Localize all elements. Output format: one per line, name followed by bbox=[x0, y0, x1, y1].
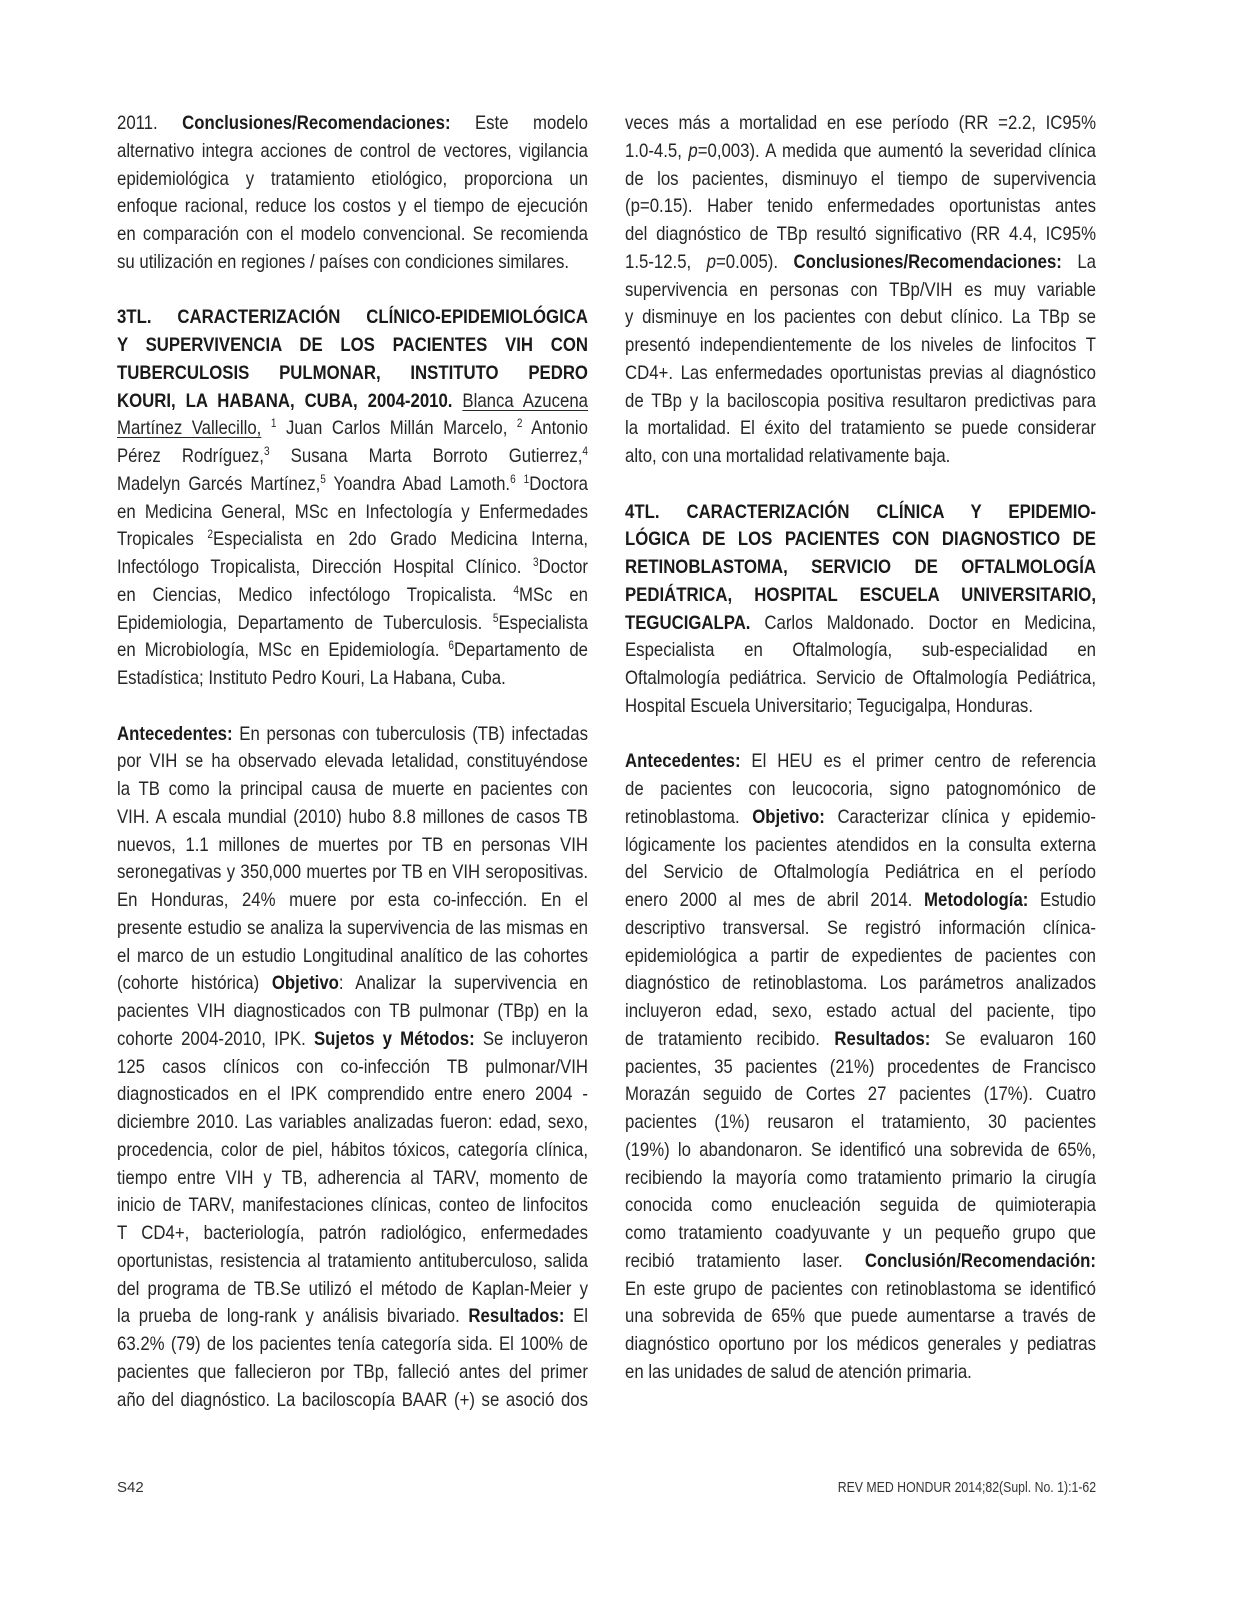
text-line bbox=[625, 943, 1096, 971]
text-line bbox=[117, 1137, 588, 1165]
text-run: y disminuye en los pacientes con debut clínico. La TBp se bbox=[625, 306, 1096, 329]
bold-text: Conclusiones/Recomendaciones: bbox=[793, 250, 1062, 273]
text-line bbox=[625, 138, 1096, 166]
text-run bbox=[452, 390, 462, 412]
text-run: incluyeron edad, sexo, estado actual del paciente, tipo bbox=[625, 1000, 1096, 1022]
text-run: descriptivo transversal. Se registró información clínica- bbox=[625, 916, 1096, 939]
text-line bbox=[117, 887, 588, 915]
text-line bbox=[625, 110, 1096, 138]
journal-citation: REV MED HONDUR 2014;82(Supl. No. 1):1-62 bbox=[837, 1479, 1096, 1496]
text-run: presentó independientemente de los niveles de linfocitos T bbox=[625, 334, 1096, 356]
text-line bbox=[625, 554, 1096, 582]
text-run: El HEU es el primer centro de referencia bbox=[740, 750, 1096, 773]
text-line bbox=[117, 1081, 588, 1109]
affiliation-superscript: 2 bbox=[516, 417, 523, 431]
text-line bbox=[117, 582, 588, 610]
bold-text: Sujetos y Métodos: bbox=[313, 1027, 475, 1050]
abstract-paragraph bbox=[625, 499, 1096, 721]
column-body bbox=[117, 110, 588, 1414]
text-run: en Medicina General, MSc en Infectología y Enfermedades bbox=[117, 500, 588, 523]
text-run: el marco de un estudio Longitudinal analítico de las cohortes bbox=[117, 944, 588, 967]
text-run: de los pacientes, disminuyo el tiempo de supervivencia bbox=[625, 167, 1096, 190]
abstract-paragraph bbox=[117, 110, 588, 277]
text-line bbox=[625, 915, 1096, 943]
text-column-left bbox=[117, 110, 588, 1442]
text-line bbox=[117, 637, 588, 665]
text-run: diagnosticados en el IPK comprendido entre enero 2004 - bbox=[117, 1083, 588, 1106]
text-line bbox=[625, 1165, 1096, 1193]
text-line bbox=[117, 665, 588, 693]
text-line bbox=[625, 776, 1096, 804]
text-line bbox=[625, 1081, 1096, 1109]
bold-text: Objetivo: bbox=[752, 805, 825, 828]
text-line bbox=[625, 193, 1096, 221]
text-run: epidemiológica a partir de expedientes de pacientes con bbox=[625, 944, 1096, 967]
text-run: MSc en bbox=[518, 583, 588, 606]
text-run: nuevos, 1.1 millones de muertes por TB en personas VIH bbox=[117, 833, 588, 856]
text-run: recibiendo la mayoría como tratamiento primario la cirugía bbox=[625, 1166, 1096, 1189]
text-line bbox=[625, 526, 1096, 554]
text-run: tiempo entre VIH y TB, adherencia al TARV, momento de bbox=[117, 1166, 588, 1189]
text-run: del programa de TB.Se utilizó el método de Kaplan-Meier y bbox=[117, 1277, 588, 1300]
text-line bbox=[625, 1359, 1096, 1387]
affiliation-superscript: 5 bbox=[492, 611, 499, 625]
italic-text: p bbox=[706, 250, 717, 273]
text-run: la TB como la principal causa de muerte en pacientes con bbox=[117, 778, 588, 800]
text-line bbox=[117, 943, 588, 971]
text-line bbox=[117, 1359, 588, 1387]
text-run: la mortalidad. El éxito del tratamiento se puede considerar bbox=[625, 417, 1096, 440]
abstract-paragraph bbox=[117, 721, 588, 1415]
underlined-author-name: Blanca Azucena bbox=[462, 389, 588, 412]
text-line bbox=[625, 582, 1096, 610]
text-line bbox=[625, 1220, 1096, 1248]
affiliation-superscript: 1 bbox=[270, 417, 277, 431]
abstract-paragraph bbox=[117, 304, 588, 693]
text-run: Departamento de bbox=[454, 639, 588, 662]
text-line bbox=[117, 304, 588, 332]
text-line bbox=[625, 1109, 1096, 1137]
text-run: 1.5-12.5, bbox=[625, 250, 707, 273]
text-run: Morazán seguido de Cortes 27 pacientes (17%). Cuatro bbox=[625, 1083, 1096, 1106]
text-run: enero 2000 al mes de abril 2014. bbox=[625, 889, 925, 911]
text-run bbox=[516, 473, 524, 495]
text-line bbox=[117, 776, 588, 804]
bold-text: Conclusiones/Recomendaciones: bbox=[182, 112, 451, 134]
text-run: Juan Carlos Millán Marcelo, bbox=[276, 417, 517, 440]
bold-text: TEGUCIGALPA. bbox=[625, 611, 751, 634]
text-run: pacientes, 35 pacientes (21%) procedentes de Francisco bbox=[625, 1055, 1096, 1078]
text-line bbox=[117, 970, 588, 998]
text-run: diciembre 2010. Las variables analizadas fueron: edad, sexo, bbox=[117, 1111, 588, 1133]
text-run: veces más a mortalidad en ese período (RR =2.2, IC95% bbox=[625, 112, 1096, 134]
text-run: =0.005). bbox=[716, 250, 794, 273]
bold-text: 3TL. CARACTERIZACIÓN CLÍNICO-EPIDEMIOLÓGICA bbox=[117, 306, 588, 329]
text-run: de TBp y la baciloscopia positiva resultaron predictivas para bbox=[625, 389, 1096, 412]
text-run: del Servicio de Oftalmología Pediátrica en el período bbox=[625, 861, 1096, 884]
text-line bbox=[625, 610, 1096, 638]
bold-text: Antecedentes: bbox=[625, 750, 741, 773]
text-line bbox=[117, 915, 588, 943]
bold-text: Resultados: bbox=[834, 1027, 931, 1050]
text-line bbox=[117, 610, 588, 638]
text-line bbox=[625, 249, 1096, 277]
text-line bbox=[625, 970, 1096, 998]
text-line bbox=[117, 138, 588, 166]
text-run: del diagnóstico de TBp resultó significativo (RR 4.4, IC95% bbox=[625, 223, 1096, 245]
text-run: recibió tratamiento laser. bbox=[625, 1249, 865, 1272]
abstract-paragraph bbox=[625, 748, 1096, 1386]
text-line bbox=[117, 832, 588, 860]
text-line bbox=[117, 193, 588, 221]
text-run: retinoblastoma. bbox=[625, 805, 753, 828]
text-run: una sobrevida de 65% que puede aumentarse a través de bbox=[625, 1305, 1096, 1328]
text-run: Oftalmología pediátrica. Servicio de Oftalmología Pediátrica, bbox=[625, 667, 1096, 689]
abstract-paragraph bbox=[625, 110, 1096, 471]
text-line bbox=[117, 1248, 588, 1276]
affiliation-superscript: 4 bbox=[513, 583, 519, 597]
text-run: enfoque racional, reduce los costos y el tiempo de ejecución bbox=[117, 195, 588, 218]
affiliation-superscript: 3 bbox=[263, 444, 270, 458]
text-run: año del diagnóstico. La baciloscopía BAAR (+) se asoció dos bbox=[117, 1388, 588, 1411]
text-line bbox=[625, 221, 1096, 249]
text-run: Epidemiologia, Departamento de Tuberculosis. bbox=[117, 611, 493, 634]
text-run: En personas con tuberculosis (TB) infectadas bbox=[232, 722, 588, 745]
affiliation-superscript: 5 bbox=[320, 472, 326, 486]
text-line bbox=[117, 443, 588, 471]
text-line bbox=[625, 1276, 1096, 1304]
text-line bbox=[625, 1248, 1096, 1276]
text-run: la prueba de long-rank y análisis bivariado. bbox=[117, 1305, 469, 1328]
text-line bbox=[117, 1220, 588, 1248]
text-line bbox=[117, 1387, 588, 1415]
bold-text: PEDIÁTRICA, HOSPITAL ESCUELA UNIVERSITARIO, bbox=[625, 583, 1096, 606]
text-run: Doctor bbox=[538, 556, 588, 578]
affiliation-superscript: 1 bbox=[523, 472, 530, 486]
text-line bbox=[117, 221, 588, 249]
italic-text: p bbox=[688, 139, 698, 162]
text-line bbox=[625, 804, 1096, 832]
bold-text: TUBERCULOSIS PULMONAR, INSTITUTO PEDRO bbox=[117, 361, 588, 384]
text-line bbox=[625, 277, 1096, 305]
text-run: inicio de TARV, manifestaciones clínicas, conteo de linfocitos bbox=[117, 1194, 588, 1217]
text-run: 2011. bbox=[117, 112, 183, 134]
text-run: epidemiológica y tratamiento etiológico, proporciona un bbox=[117, 167, 588, 190]
text-line bbox=[117, 748, 588, 776]
text-line bbox=[625, 332, 1096, 360]
text-run: CD4+. Las enfermedades oportunistas previas al diagnóstico bbox=[625, 361, 1096, 384]
text-line bbox=[117, 499, 588, 527]
text-line bbox=[625, 415, 1096, 443]
text-line bbox=[117, 554, 588, 582]
text-run: oportunistas, resistencia al tratamiento antituberculoso, salida bbox=[117, 1249, 588, 1272]
text-line bbox=[117, 1303, 588, 1331]
text-line bbox=[625, 499, 1096, 527]
text-line bbox=[625, 1192, 1096, 1220]
text-line bbox=[625, 360, 1096, 388]
bold-text: Metodología: bbox=[924, 889, 1029, 911]
text-run: Estudio bbox=[1028, 889, 1096, 911]
text-run: : Analizar la supervivencia en bbox=[338, 972, 588, 995]
text-line bbox=[117, 360, 588, 388]
text-run: En este grupo de pacientes con retinoblastoma se identificó bbox=[625, 1277, 1096, 1300]
text-line bbox=[117, 1276, 588, 1304]
text-run: Infectólogo Tropicalista, Dirección Hospital Clínico. bbox=[117, 556, 533, 578]
text-run: pacientes (1%) reusaron el tratamiento, 30 pacientes bbox=[625, 1111, 1096, 1133]
text-run: =0,003). A medida que aumentó la severidad clínica bbox=[697, 139, 1096, 162]
text-run: Caracterizar clínica y epidemio- bbox=[824, 805, 1096, 828]
text-run: alto, con una mortalidad relativamente baja. bbox=[625, 445, 951, 467]
text-line bbox=[117, 721, 588, 749]
text-run: cohorte 2004-2010, IPK. bbox=[117, 1027, 314, 1050]
text-run: Carlos Maldonado. Doctor en Medicina, bbox=[750, 611, 1096, 634]
bold-text: RETINOBLASTOMA, SERVICIO DE OFTALMOLOGÍA bbox=[625, 556, 1096, 578]
bold-text: 4TL. CARACTERIZACIÓN CLÍNICA Y EPIDEMIO- bbox=[625, 500, 1096, 523]
text-line bbox=[625, 1054, 1096, 1082]
text-run: su utilización en regiones / países con condiciones similares. bbox=[117, 250, 570, 273]
text-run: T CD4+, bacteriología, patrón radiológico, enfermedades bbox=[117, 1222, 588, 1244]
text-line bbox=[117, 415, 588, 443]
text-run: Especialista en Oftalmología, sub-especialidad en bbox=[625, 639, 1096, 662]
text-run: 125 casos clínicos con co-infección TB pulmonar/VIH bbox=[117, 1055, 588, 1078]
text-run: 1.0-4.5, bbox=[625, 139, 689, 162]
bold-text: Conclusión/Recomendación: bbox=[864, 1249, 1096, 1272]
text-run: Se evaluaron 160 bbox=[930, 1027, 1096, 1050]
text-line bbox=[625, 1303, 1096, 1331]
underlined-author-name: Martínez Vallecillo, bbox=[117, 417, 262, 440]
text-line bbox=[117, 998, 588, 1026]
text-run: Tropicales bbox=[117, 528, 208, 551]
text-run: Hospital Escuela Universitario; Tegucigalpa, Honduras. bbox=[625, 694, 1033, 717]
text-run: diagnóstico oportuno por los médicos generales y pediatras bbox=[625, 1333, 1096, 1355]
text-run: Madelyn Garcés Martínez, bbox=[117, 472, 321, 495]
text-line bbox=[117, 526, 588, 554]
text-line bbox=[117, 1054, 588, 1082]
text-column-right bbox=[625, 110, 1096, 1414]
text-run: (19%) lo abandonaron. Se identificó una sobrevida de 65%, bbox=[625, 1138, 1096, 1161]
text-line bbox=[625, 665, 1096, 693]
column-body bbox=[625, 110, 1096, 1387]
text-line bbox=[117, 1165, 588, 1193]
text-line bbox=[625, 859, 1096, 887]
text-line bbox=[625, 1137, 1096, 1165]
text-run: en Microbiología, MSc en Epidemiología. bbox=[117, 639, 449, 662]
text-run: Pérez Rodríguez, bbox=[117, 445, 264, 467]
text-run: en Ciencias, Medico infectólogo Tropicalista. bbox=[117, 583, 514, 606]
text-run: Antonio bbox=[522, 417, 588, 440]
affiliation-superscript: 4 bbox=[582, 444, 588, 458]
bold-text: Antecedentes: bbox=[117, 722, 233, 745]
bold-text: LÓGICA DE LOS PACIENTES CON DIAGNOSTICO DE bbox=[625, 528, 1096, 551]
text-run: En Honduras, 24% muere por esta co-infección. En el bbox=[117, 889, 588, 911]
text-line bbox=[625, 304, 1096, 332]
text-run: pacientes VIH diagnosticados con TB pulmonar (TBp) en la bbox=[117, 1000, 588, 1022]
text-line bbox=[625, 998, 1096, 1026]
text-run: 63.2% (79) de los pacientes tenía categoría sida. El 100% de bbox=[117, 1333, 588, 1355]
text-line bbox=[625, 1026, 1096, 1054]
text-line bbox=[625, 388, 1096, 416]
text-line bbox=[117, 110, 588, 138]
text-run bbox=[261, 417, 271, 439]
text-line bbox=[117, 332, 588, 360]
bold-text: KOURI, LA HABANA, CUBA, 2004-2010. bbox=[117, 389, 453, 412]
text-run: alternativo integra acciones de control de vectores, vigilancia bbox=[117, 139, 588, 162]
text-line bbox=[625, 748, 1096, 776]
affiliation-superscript: 3 bbox=[532, 555, 539, 569]
text-run: de pacientes con leucocoria, signo patognomónico de bbox=[625, 778, 1096, 800]
affiliation-superscript: 6 bbox=[448, 639, 455, 653]
text-run: Especialista en 2do Grado Medicina Interna, bbox=[212, 528, 588, 551]
text-run: El bbox=[564, 1305, 588, 1328]
text-run: conocida como enucleación seguida de quimioterapia bbox=[625, 1194, 1096, 1217]
text-run: procedencia, color de piel, hábitos tóxicos, categoría clínica, bbox=[117, 1138, 588, 1161]
text-run: presente estudio se analiza la supervivencia de las mismas en bbox=[117, 916, 588, 939]
text-line bbox=[625, 887, 1096, 915]
text-run: pacientes que fallecieron por TBp, falleció antes del primer bbox=[117, 1360, 588, 1383]
text-run: Susana Marta Borroto Gutierrez, bbox=[269, 445, 583, 467]
affiliation-superscript: 2 bbox=[207, 528, 213, 542]
text-line bbox=[625, 832, 1096, 860]
text-line bbox=[625, 693, 1096, 721]
text-run: supervivencia en personas con TBp/VIH es muy variable bbox=[625, 278, 1096, 301]
bold-text: Y SUPERVIVENCIA DE LOS PACIENTES VIH CON bbox=[117, 334, 588, 356]
text-line bbox=[117, 388, 588, 416]
text-line bbox=[117, 471, 588, 499]
text-run: lógicamente los pacientes atendidos en la consulta externa bbox=[625, 833, 1096, 856]
text-line bbox=[117, 804, 588, 832]
text-line bbox=[117, 249, 588, 277]
text-line bbox=[625, 443, 1096, 471]
text-run: Especialista bbox=[498, 611, 588, 634]
bold-text: Resultados: bbox=[468, 1305, 565, 1328]
text-run: seronegativas y 350,000 muertes por TB en VIH seropositivas. bbox=[117, 861, 588, 884]
page-number: S42 bbox=[117, 1479, 144, 1496]
text-line bbox=[117, 1192, 588, 1220]
bold-text: Objetivo bbox=[271, 972, 339, 995]
text-run: como tratamiento coadyuvante y un pequeño grupo que bbox=[625, 1222, 1096, 1244]
text-line bbox=[117, 1331, 588, 1359]
text-line bbox=[117, 859, 588, 887]
text-run: Doctora bbox=[529, 472, 588, 495]
text-run: La bbox=[1061, 250, 1097, 273]
text-run: de tratamiento recibido. bbox=[625, 1027, 835, 1050]
text-run: en comparación con el modelo convencional. Se recomienda bbox=[117, 223, 588, 245]
text-line bbox=[117, 166, 588, 194]
text-run: en las unidades de salud de atención primaria. bbox=[625, 1360, 972, 1383]
text-line bbox=[625, 1331, 1096, 1359]
affiliation-superscript: 6 bbox=[510, 472, 516, 486]
text-run: (cohorte histórica) bbox=[117, 972, 272, 995]
text-run: Yoandra Abad Lamoth. bbox=[325, 472, 511, 495]
text-run: diagnóstico de retinoblastoma. Los parámetros analizados bbox=[625, 972, 1096, 995]
text-line bbox=[117, 1109, 588, 1137]
text-run: por VIH se ha observado elevada letalidad, constituyéndose bbox=[117, 750, 588, 773]
text-run: Se incluyeron bbox=[474, 1027, 588, 1050]
text-run: (p=0.15). Haber tenido enfermedades oportunistas antes bbox=[625, 195, 1096, 218]
text-line bbox=[625, 637, 1096, 665]
text-run: VIH. A escala mundial (2010) hubo 8.8 millones de casos TB bbox=[117, 805, 588, 828]
text-run: Este modelo bbox=[450, 112, 588, 134]
text-run: Estadística; Instituto Pedro Kouri, La Habana, Cuba. bbox=[117, 667, 506, 689]
text-line bbox=[625, 166, 1096, 194]
text-line bbox=[117, 1026, 588, 1054]
